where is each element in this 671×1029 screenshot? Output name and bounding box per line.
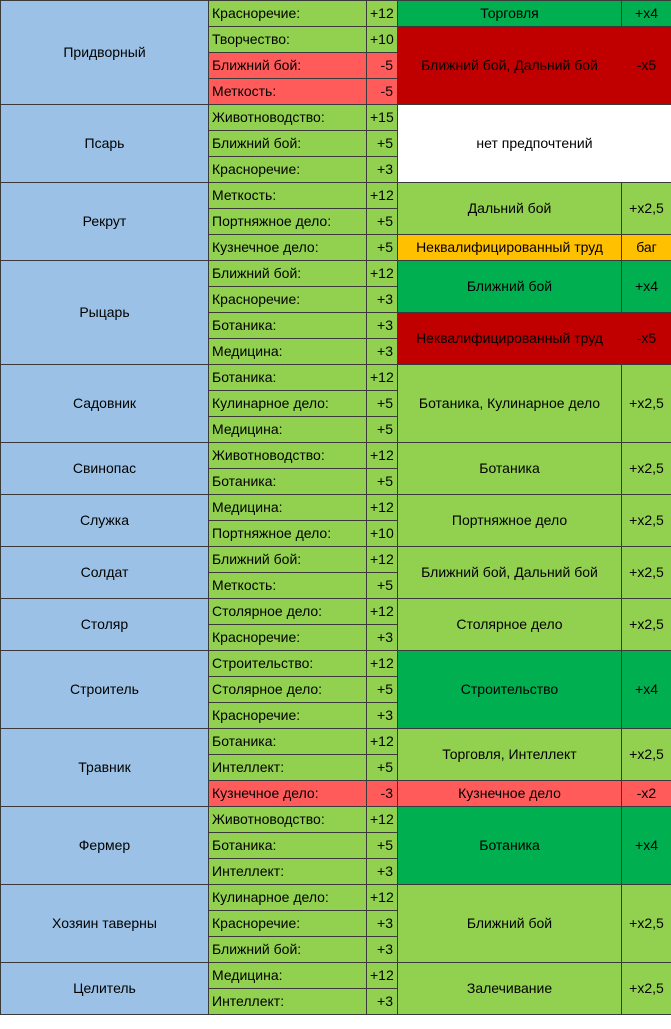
skill-value: +12 xyxy=(367,963,398,989)
preference-multiplier: +x4 xyxy=(622,807,671,885)
skill-value: -5 xyxy=(367,53,398,79)
background-name: Травник xyxy=(1,729,209,807)
skill-value: +5 xyxy=(367,833,398,859)
table-row xyxy=(1,365,671,391)
skill-label: Ближний бой: xyxy=(209,261,367,287)
preference-multiplier: +x2,5 xyxy=(622,963,671,1015)
skill-value: +3 xyxy=(367,313,398,339)
table-row xyxy=(1,885,671,911)
skill-value: +15 xyxy=(367,105,398,131)
skill-value: +3 xyxy=(367,989,398,1015)
skill-value: +10 xyxy=(367,27,398,53)
preference-label: Неквалифицированный труд xyxy=(398,313,622,365)
skill-label: Ботаника: xyxy=(209,365,367,391)
skill-label: Ботаника: xyxy=(209,833,367,859)
skill-value: +12 xyxy=(367,261,398,287)
table-row xyxy=(1,729,671,755)
skill-value: +5 xyxy=(367,469,398,495)
table-row xyxy=(1,807,671,833)
preference-multiplier: +x2,5 xyxy=(622,729,671,781)
table-row xyxy=(1,495,671,521)
skill-label: Интеллект: xyxy=(209,989,367,1015)
skill-label: Животноводство: xyxy=(209,105,367,131)
skill-value: +12 xyxy=(367,495,398,521)
background-name: Солдат xyxy=(1,547,209,599)
table-row xyxy=(1,105,671,131)
skill-label: Меткость: xyxy=(209,79,367,105)
skill-label: Животноводство: xyxy=(209,443,367,469)
preference-multiplier: -x5 xyxy=(622,27,671,105)
background-name: Строитель xyxy=(1,651,209,729)
skill-value: +5 xyxy=(367,209,398,235)
table-row xyxy=(1,443,671,469)
skill-label: Красноречие: xyxy=(209,287,367,313)
skill-label: Столярное дело: xyxy=(209,677,367,703)
skill-label: Кузнечное дело: xyxy=(209,235,367,261)
skill-label: Ближний бой: xyxy=(209,53,367,79)
skill-label: Животноводство: xyxy=(209,807,367,833)
skill-label: Красноречие: xyxy=(209,625,367,651)
table-row xyxy=(1,651,671,677)
skill-value: +12 xyxy=(367,729,398,755)
background-name: Целитель xyxy=(1,963,209,1015)
skill-value: +5 xyxy=(367,677,398,703)
preference-label: Ближний бой, Дальний бой xyxy=(398,547,622,599)
preference-multiplier: +x2,5 xyxy=(622,443,671,495)
skill-value: +12 xyxy=(367,1,398,27)
skill-label: Портняжное дело: xyxy=(209,209,367,235)
preference-label: Строительство xyxy=(398,651,622,729)
background-name: Хозяин таверны xyxy=(1,885,209,963)
preference-multiplier: +x2,5 xyxy=(622,599,671,651)
background-name: Фермер xyxy=(1,807,209,885)
preference-label: Ближний бой xyxy=(398,885,622,963)
preference-label: нет предпочтений xyxy=(398,105,671,183)
preference-label: Торговля xyxy=(398,1,622,27)
preference-label: Торговля, Интеллект xyxy=(398,729,622,781)
preference-multiplier: +x2,5 xyxy=(622,365,671,443)
preference-multiplier: +x2,5 xyxy=(622,885,671,963)
skill-value: +12 xyxy=(367,807,398,833)
skill-label: Строительство: xyxy=(209,651,367,677)
skill-value: +12 xyxy=(367,885,398,911)
skill-label: Ближний бой: xyxy=(209,937,367,963)
skill-label: Красноречие: xyxy=(209,1,367,27)
skill-label: Красноречие: xyxy=(209,157,367,183)
skill-value: +3 xyxy=(367,339,398,365)
skill-value: +5 xyxy=(367,573,398,599)
skill-value: -3 xyxy=(367,781,398,807)
skill-value: +3 xyxy=(367,911,398,937)
preference-multiplier: баг xyxy=(622,235,671,261)
preference-multiplier: +x2,5 xyxy=(622,547,671,599)
preference-label: Ботаника xyxy=(398,443,622,495)
skill-value: +5 xyxy=(367,131,398,157)
skill-value: +5 xyxy=(367,235,398,261)
skill-label: Портняжное дело: xyxy=(209,521,367,547)
preference-label: Столярное дело xyxy=(398,599,622,651)
preference-label: Портняжное дело xyxy=(398,495,622,547)
skill-label: Творчество: xyxy=(209,27,367,53)
table-row xyxy=(1,547,671,573)
background-name: Рекрут xyxy=(1,183,209,261)
preference-label: Кузнечное дело xyxy=(398,781,622,807)
background-name: Столяр xyxy=(1,599,209,651)
background-name: Рыцарь xyxy=(1,261,209,365)
skill-value: +3 xyxy=(367,157,398,183)
skill-label: Меткость: xyxy=(209,183,367,209)
skill-label: Ближний бой: xyxy=(209,131,367,157)
preference-multiplier: +x4 xyxy=(622,651,671,729)
skill-value: +12 xyxy=(367,443,398,469)
background-name: Садовник xyxy=(1,365,209,443)
skill-label: Ботаника: xyxy=(209,729,367,755)
background-name: Псарь xyxy=(1,105,209,183)
skill-value: +3 xyxy=(367,859,398,885)
skill-label: Красноречие: xyxy=(209,911,367,937)
skill-label: Ботаника: xyxy=(209,469,367,495)
skill-label: Ботаника: xyxy=(209,313,367,339)
table-body xyxy=(1,1,671,1015)
skill-value: +3 xyxy=(367,703,398,729)
skill-value: +10 xyxy=(367,521,398,547)
preference-multiplier: +x2,5 xyxy=(622,495,671,547)
skill-value: +5 xyxy=(367,755,398,781)
skill-value: -5 xyxy=(367,79,398,105)
preference-multiplier: +x4 xyxy=(622,261,671,313)
table-row xyxy=(1,261,671,287)
table-row xyxy=(1,183,671,209)
preference-label: Ботаника, Кулинарное дело xyxy=(398,365,622,443)
preference-multiplier: +x2,5 xyxy=(622,183,671,235)
background-name: Служка xyxy=(1,495,209,547)
background-name: Свинопас xyxy=(1,443,209,495)
skill-label: Кузнечное дело: xyxy=(209,781,367,807)
skill-value: +5 xyxy=(367,391,398,417)
preference-multiplier: +x4 xyxy=(622,1,671,27)
skill-value: +12 xyxy=(367,599,398,625)
skill-label: Красноречие: xyxy=(209,703,367,729)
preference-label: Ботаника xyxy=(398,807,622,885)
skill-label: Медицина: xyxy=(209,963,367,989)
skill-value: +3 xyxy=(367,937,398,963)
skill-label: Медицина: xyxy=(209,339,367,365)
preference-label: Залечивание xyxy=(398,963,622,1015)
skill-label: Кулинарное дело: xyxy=(209,885,367,911)
skill-label: Интеллект: xyxy=(209,755,367,781)
skill-label: Столярное дело: xyxy=(209,599,367,625)
skill-value: +12 xyxy=(367,651,398,677)
table-row xyxy=(1,599,671,625)
skill-value: +3 xyxy=(367,287,398,313)
skill-label: Интеллект: xyxy=(209,859,367,885)
skill-value: +12 xyxy=(367,547,398,573)
preference-multiplier: -x5 xyxy=(622,313,671,365)
preference-label: Дальний бой xyxy=(398,183,622,235)
skill-value: +3 xyxy=(367,625,398,651)
skill-label: Ближний бой: xyxy=(209,547,367,573)
skill-label: Медицина: xyxy=(209,495,367,521)
preference-label: Неквалифицированный труд xyxy=(398,235,622,261)
skill-label: Медицина: xyxy=(209,417,367,443)
skill-value: +12 xyxy=(367,183,398,209)
skill-value: +12 xyxy=(367,365,398,391)
skill-label: Меткость: xyxy=(209,573,367,599)
preference-label: Ближний бой, Дальний бой xyxy=(398,27,622,105)
table-row xyxy=(1,963,671,989)
preference-multiplier: -x2 xyxy=(622,781,671,807)
skill-label: Кулинарное дело: xyxy=(209,391,367,417)
preference-label: Ближний бой xyxy=(398,261,622,313)
skill-value: +5 xyxy=(367,417,398,443)
background-name: Придворный xyxy=(1,1,209,105)
table-row xyxy=(1,1,671,27)
